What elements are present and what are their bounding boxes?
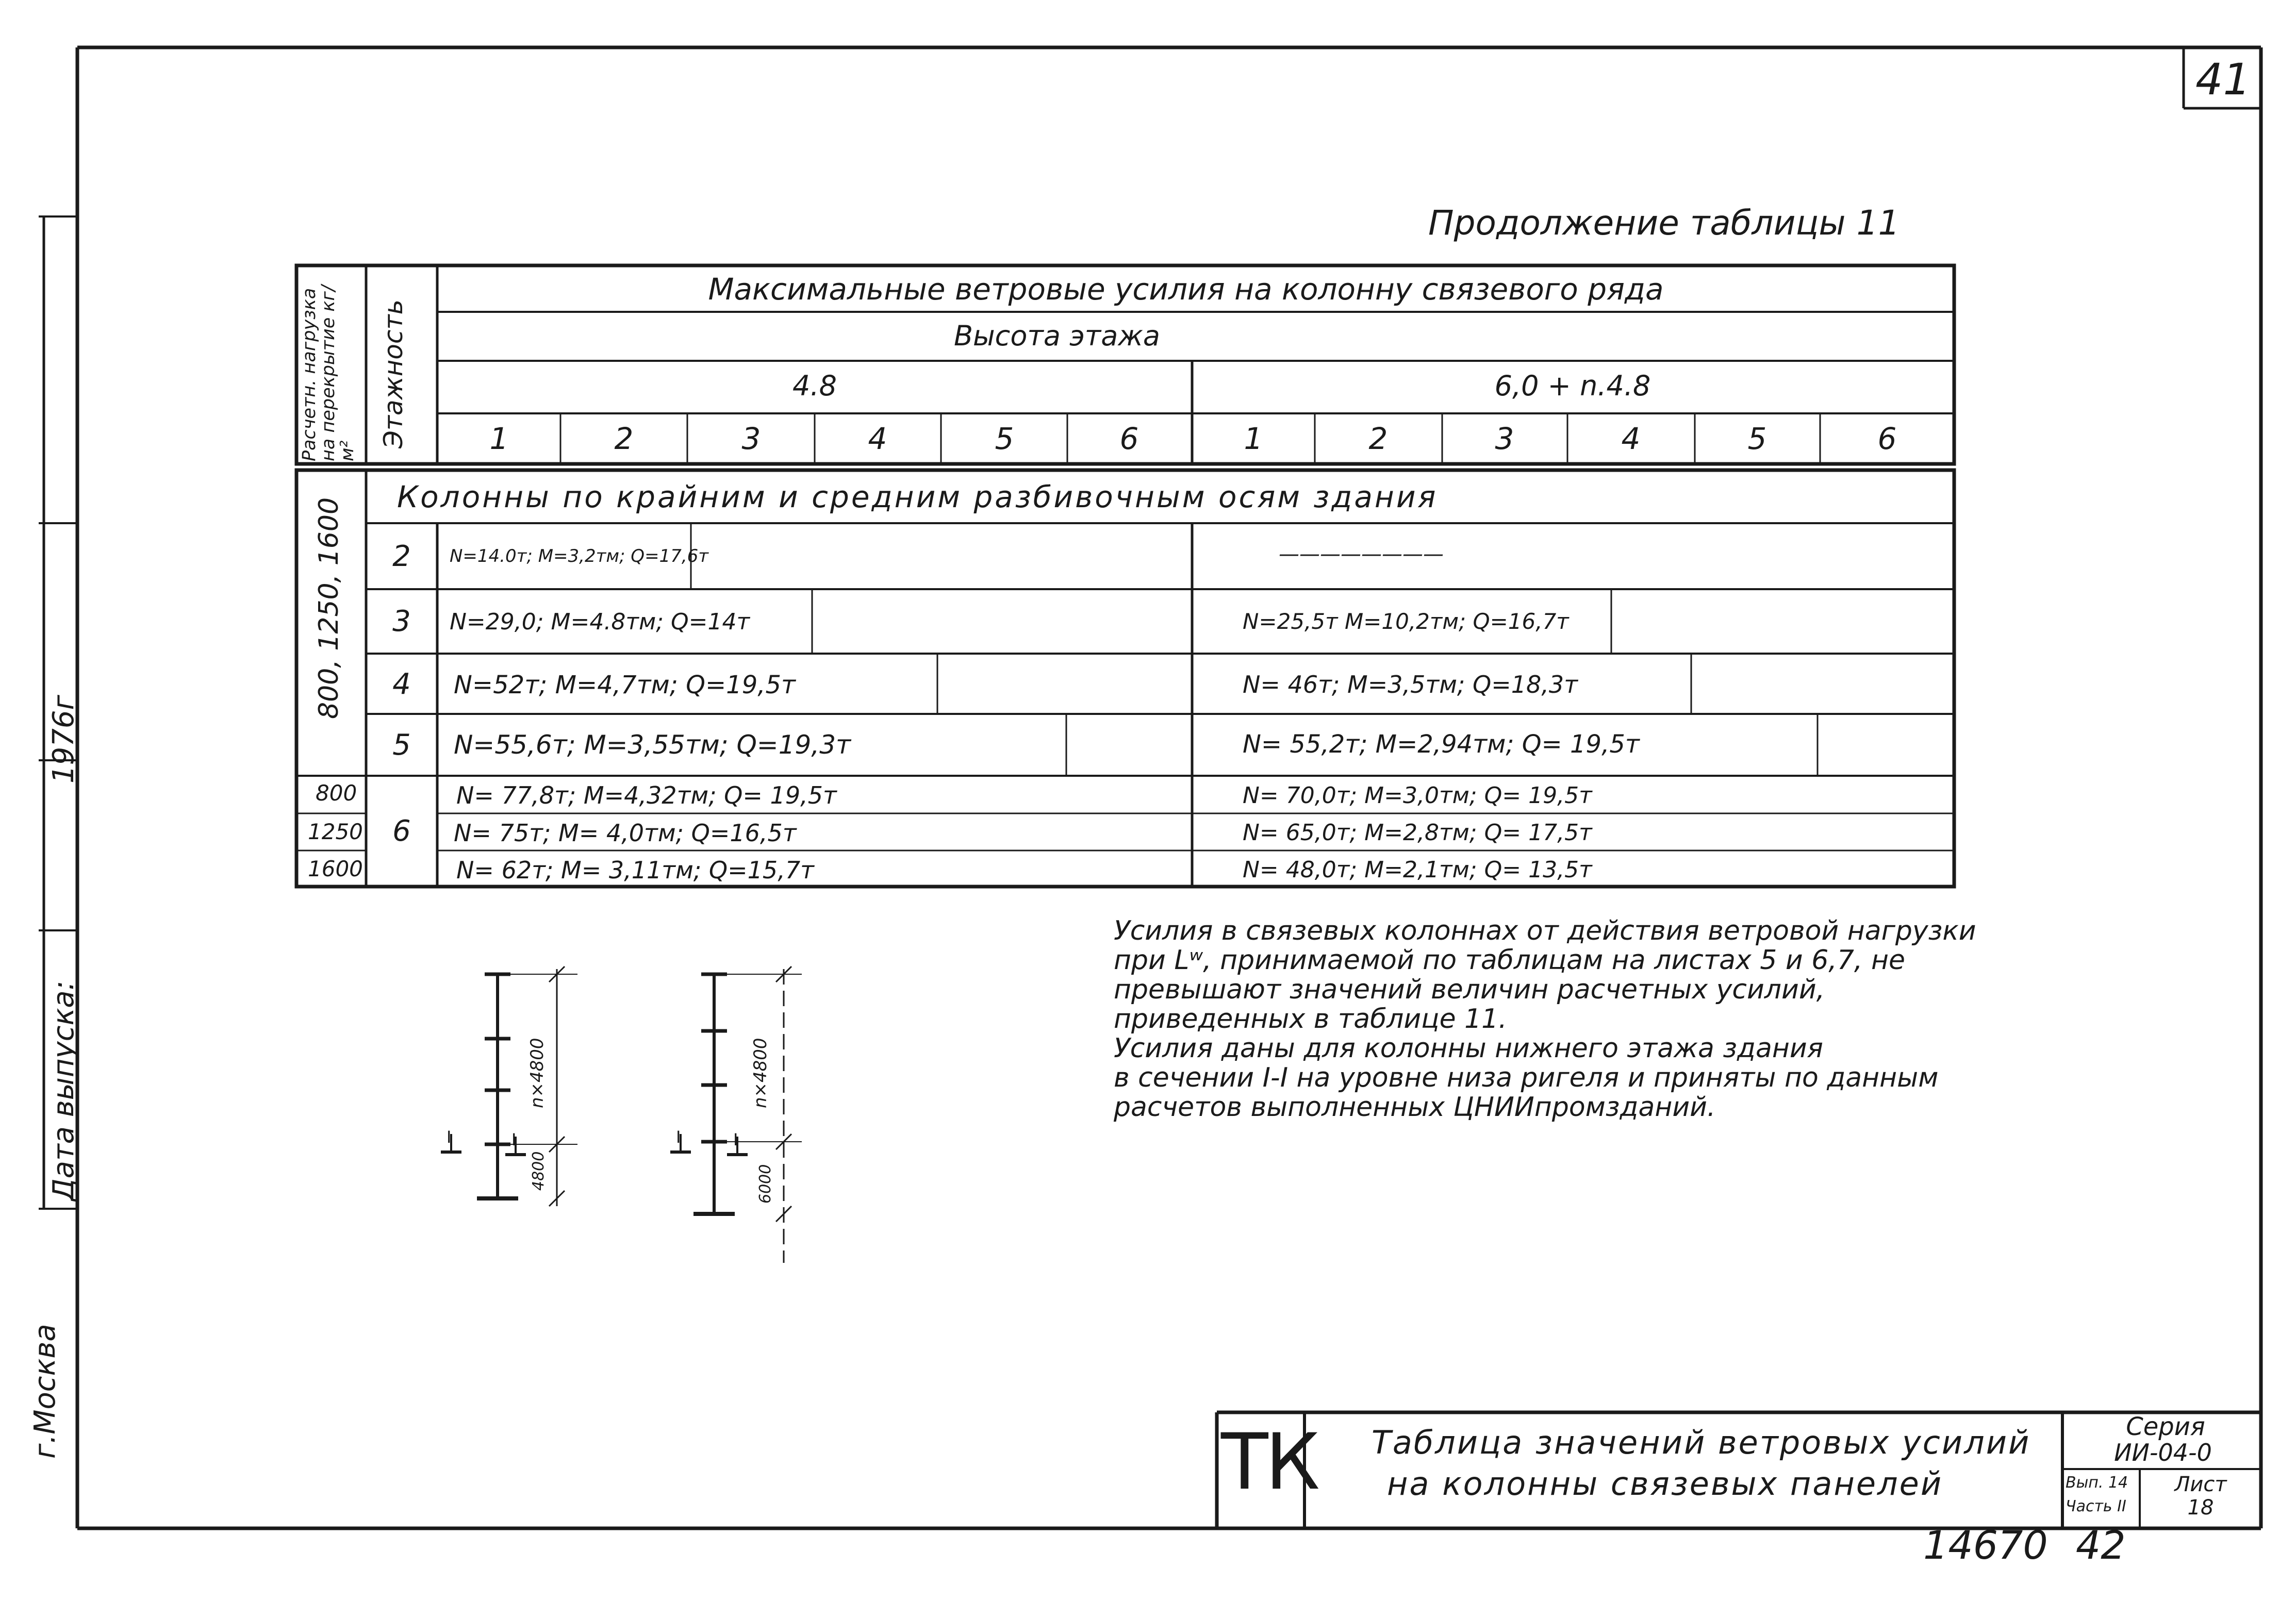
section-title: Колонны по крайним и средним разбивочным осям здания [397, 479, 1438, 514]
load-column-header: Расчетн. нагрузка на перекрытие кг/м² [299, 285, 358, 461]
span-number: 5 [995, 421, 1014, 456]
span-number: 3 [1495, 421, 1514, 456]
cell-value: N= 75т; M= 4,0тм; Q=16,5т [454, 819, 797, 847]
sheet-number: 41 [2195, 54, 2251, 105]
series-value: ИИ-04-0 [2114, 1439, 2212, 1466]
height-group-b: 6,0 + n.4.8 [1494, 370, 1651, 402]
section-mark: I [447, 1127, 452, 1147]
issue-label: Вып. 14 [2066, 1474, 2128, 1492]
note-line: при Lʷ, принимаемой по таблицам на листах 5 и 6,7, не [1114, 945, 1905, 976]
cell-value: N= 46т; M=3,5тм; Q=18,3т [1243, 671, 1578, 698]
table-caption: Продолжение таблицы 11 [1428, 203, 1900, 243]
cell-value: N=25,5т M=10,2тм; Q=16,7т [1243, 609, 1569, 634]
dimension-label: 4800 [530, 1151, 548, 1191]
span-number: 6 [1119, 421, 1139, 456]
floors-column-header: Этажность [378, 299, 408, 448]
span-number: 5 [1747, 421, 1767, 456]
section-mark: I [676, 1127, 681, 1147]
height-group-a: 4.8 [792, 370, 837, 402]
cell-value: N=52т; M=4,7тм; Q=19,5т [454, 671, 796, 699]
dimension-label: n×4800 [750, 1038, 771, 1108]
section-mark: I [733, 1130, 738, 1149]
span-number: 6 [1877, 421, 1897, 456]
load-value: 800 [316, 780, 357, 806]
span-number: 4 [868, 421, 887, 456]
organization-logo: ТК [1221, 1417, 1317, 1507]
span-number: 1 [1244, 421, 1263, 456]
series-label: Серия [2126, 1412, 2205, 1441]
cell-value: N= 65,0т; M=2,8тм; Q= 17,5т [1243, 820, 1592, 846]
floors-value: 5 [392, 728, 411, 762]
floors-value: 3 [392, 605, 411, 638]
section-mark: I [511, 1130, 517, 1149]
dimension-label: n×4800 [527, 1038, 548, 1108]
part-label: Часть II [2066, 1497, 2126, 1515]
cell-value: N= 70,0т; M=3,0тм; Q= 19,5т [1243, 782, 1592, 809]
span-number: 3 [741, 421, 761, 456]
drawing-title-line2: на колонны связевых панелей [1387, 1465, 1943, 1503]
cell-value: N= 77,8т; M=4,32тм; Q= 19,5т [456, 781, 837, 809]
note-line: приведенных в таблице 11. [1114, 1004, 1507, 1035]
load-group-label: 800, 1250, 1600 [313, 497, 344, 719]
floors-value: 4 [392, 668, 411, 701]
note-line: превышают значений величин расчетных усилий, [1114, 974, 1825, 1005]
sheet-value: 18 [2187, 1496, 2214, 1520]
note-line: Усилия в связевых колоннах от действия ветровой нагрузки [1114, 915, 1976, 946]
height-header: Высота этажа [953, 320, 1161, 352]
city-label: г.Москва [28, 1324, 62, 1459]
note-line: в сечении I-I на уровне низа ригеля и приняты по данным [1114, 1062, 1939, 1093]
span-number: 1 [489, 421, 509, 456]
cell-value: N=14.0т; M=3,2тм; Q=17,6т [450, 546, 709, 566]
floors-value: 2 [392, 540, 411, 573]
cell-value: N=29,0; M=4.8тм; Q=14т [450, 609, 750, 635]
load-value: 1250 [308, 819, 363, 844]
cell-value: N= 55,2т; M=2,94тм; Q= 19,5т [1243, 730, 1640, 759]
cell-value: ———————— [1279, 542, 1444, 566]
table-title: Максимальные ветровые усилия на колонну связевого ряда [708, 272, 1664, 307]
span-number: 2 [1368, 421, 1388, 456]
note-line: расчетов выполненных ЦНИИпромзданий. [1114, 1092, 1716, 1123]
dimension-label: 6000 [756, 1164, 774, 1204]
load-value: 1600 [308, 856, 363, 881]
floors-value: 6 [392, 814, 411, 848]
note-line: Усилия даны для колонны нижнего этажа здания [1114, 1033, 1823, 1064]
note-block [1114, 916, 1976, 1122]
cell-value: N= 62т; M= 3,11тм; Q=15,7т [456, 856, 814, 884]
release-year: 1976г [47, 695, 80, 783]
cell-value: N=55,6т; M=3,55тм; Q=19,3т [454, 730, 851, 760]
cell-value: N= 48,0т; M=2,1тм; Q= 13,5т [1243, 857, 1592, 883]
release-date-label: Дата выпуска: [47, 980, 80, 1201]
span-number: 2 [614, 421, 634, 456]
drawing-title-line1: Таблица значений ветровых усилий [1372, 1424, 2031, 1461]
sheet-label: Лист [2174, 1473, 2227, 1496]
inventory-number: 14670 42 [1923, 1522, 2126, 1568]
span-number: 4 [1621, 421, 1641, 456]
